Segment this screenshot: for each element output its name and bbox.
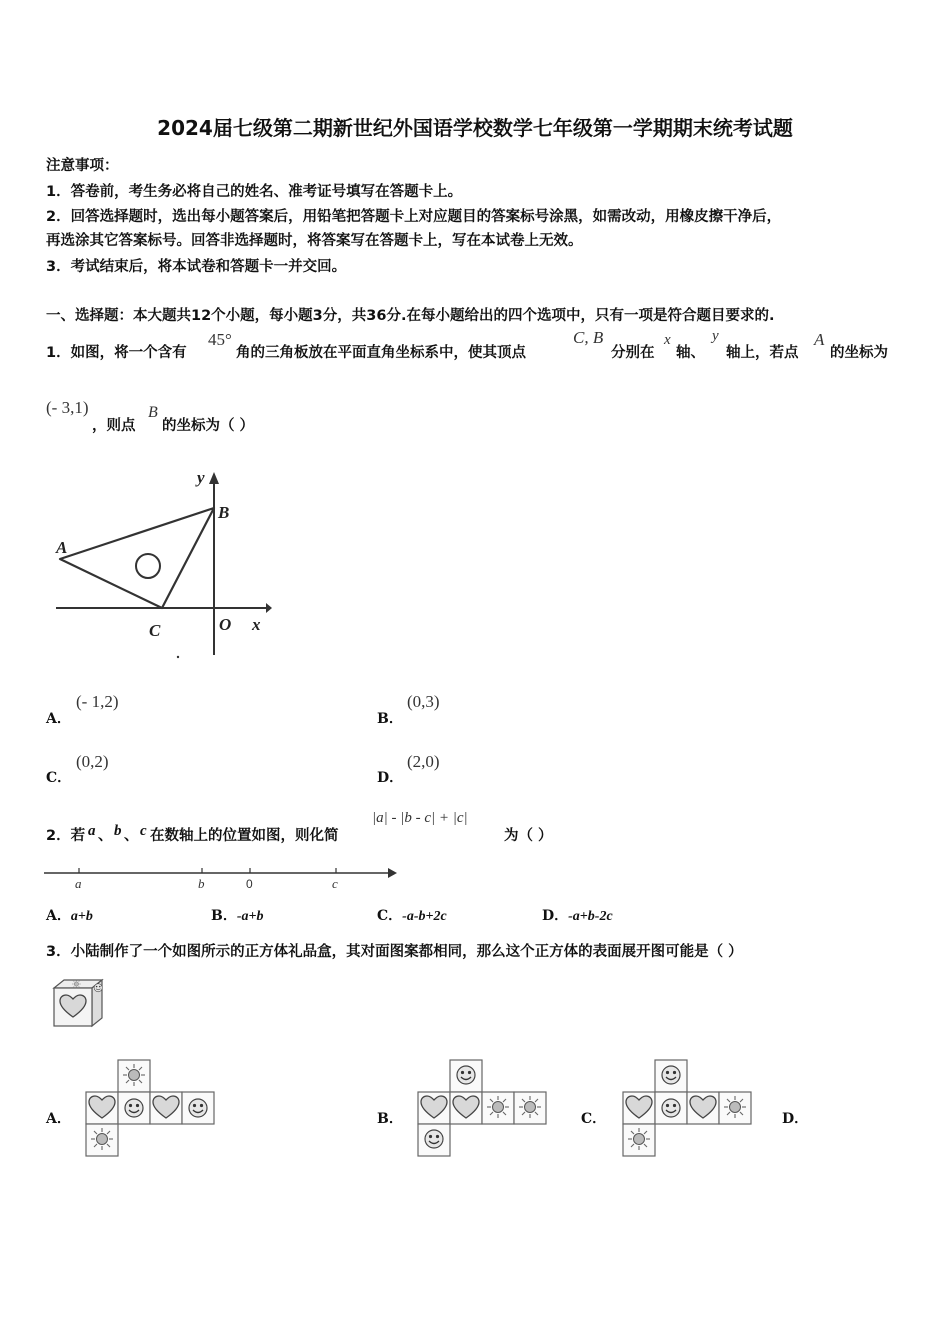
q1-text-7: ，则点 <box>92 418 136 434</box>
notice-heading: 注意事项： <box>46 158 119 174</box>
triangle-ruler <box>60 508 214 608</box>
notice-item-2-line-2: 再选涂其它答案标号。回答非选择题时，将答案写在答题卡上，写在本试卷上无效。 <box>46 233 583 249</box>
notice-item-3: 3．考试结束后，将本试卷和答题卡一并交回。 <box>46 259 347 275</box>
tick-zero: 0 <box>246 877 253 891</box>
q1-b: B <box>148 404 158 421</box>
smile-icon <box>425 1130 443 1148</box>
label-A: A <box>56 538 68 557</box>
q1-text-1: 1．如图，将一个含有 <box>46 345 187 361</box>
sun-icon <box>91 1128 113 1150</box>
y-axis-arrow <box>209 472 219 484</box>
q1-x: x <box>664 332 671 348</box>
label-B: B <box>218 503 230 522</box>
sun-icon <box>519 1096 541 1118</box>
tick-c: c <box>332 876 338 891</box>
q3-option-a-net[interactable] <box>84 1058 216 1158</box>
sun-icon <box>487 1096 509 1118</box>
q3-option-b-net[interactable] <box>416 1058 548 1158</box>
label-O: O <box>219 615 232 634</box>
smile-icon <box>94 984 102 992</box>
smile-icon <box>457 1066 475 1084</box>
label-C: C <box>149 621 161 640</box>
q2-number-line <box>40 862 405 892</box>
smile-icon <box>662 1099 680 1117</box>
tick-b: b <box>198 876 205 891</box>
q1-coordinate-figure <box>40 460 280 665</box>
question-3: 3．小陆制作了一个如图所示的正方体礼品盒，其对面图案都相同，那么这个正方体的表面展开图可能是（ ） <box>46 944 743 960</box>
q1-cb: C, B <box>573 328 604 347</box>
q1-text-6: 的坐标为 <box>830 345 888 361</box>
page-title: 2024届七级第二期新世纪外国语学校数学七年级第一学期期末统考试题 <box>157 116 793 140</box>
sun-icon <box>628 1128 650 1150</box>
section-heading: 一、选择题：本大题共12个小题，每小题3分，共36分.在每小题给出的四个选项中，只有一项是符合题目要求的. <box>46 308 775 324</box>
q2-option-b[interactable]: B．-a+b <box>211 908 264 924</box>
smile-icon <box>662 1066 680 1084</box>
q1-text-4: 轴、 <box>676 345 705 361</box>
sun-icon <box>123 1064 145 1086</box>
x-axis-arrow <box>266 603 272 613</box>
q2-expression: |a| - |b - c| + |c| <box>372 810 468 826</box>
sun-icon <box>724 1096 746 1118</box>
label-x: x <box>252 615 261 634</box>
smile-icon <box>125 1099 143 1117</box>
q2-option-d[interactable]: D．-a+b-2c <box>542 908 613 924</box>
q2-option-a[interactable]: A．a+b <box>46 908 93 924</box>
q1-text-2: 角的三角板放在平面直角坐标系中，使其顶点 <box>236 345 526 361</box>
q3-option-a-label[interactable]: A． <box>46 1111 71 1127</box>
stray-dot <box>177 656 179 658</box>
sun-icon <box>72 980 81 989</box>
triangle-hole <box>136 554 160 578</box>
q1-text-8: 的坐标为（ ） <box>162 418 255 434</box>
q3-option-d-label[interactable]: D． <box>782 1111 809 1127</box>
q3-option-c-net[interactable] <box>621 1058 753 1158</box>
q3-option-c-label[interactable]: C． <box>581 1111 607 1127</box>
smile-icon <box>189 1099 207 1117</box>
notice-item-2-line-1: 2．回答选择题时，选出每小题答案后，用铅笔把答题卡上对应题目的答案标号涂黑，如需改动，用橡皮擦干净后， <box>46 209 782 225</box>
number-line-arrow <box>388 868 397 878</box>
label-y: y <box>197 468 205 487</box>
notice-item-1: 1．答卷前，考生务必将自己的姓名、准考证号填写在答题卡上。 <box>46 184 463 200</box>
q1-coord: (- 3,1) <box>46 398 89 417</box>
q1-y: y <box>712 328 719 344</box>
q1-angle: 45° <box>208 330 232 349</box>
q1-text-5: 轴上，若点 <box>726 345 799 361</box>
q3-option-b-label[interactable]: B． <box>377 1111 403 1127</box>
q2-option-c[interactable]: C．-a-b+2c <box>377 908 447 924</box>
tick-a: a <box>75 876 82 891</box>
q3-gift-cube <box>48 978 108 1030</box>
q1-a: A <box>814 330 825 349</box>
q1-text-3: 分别在 <box>611 345 655 361</box>
